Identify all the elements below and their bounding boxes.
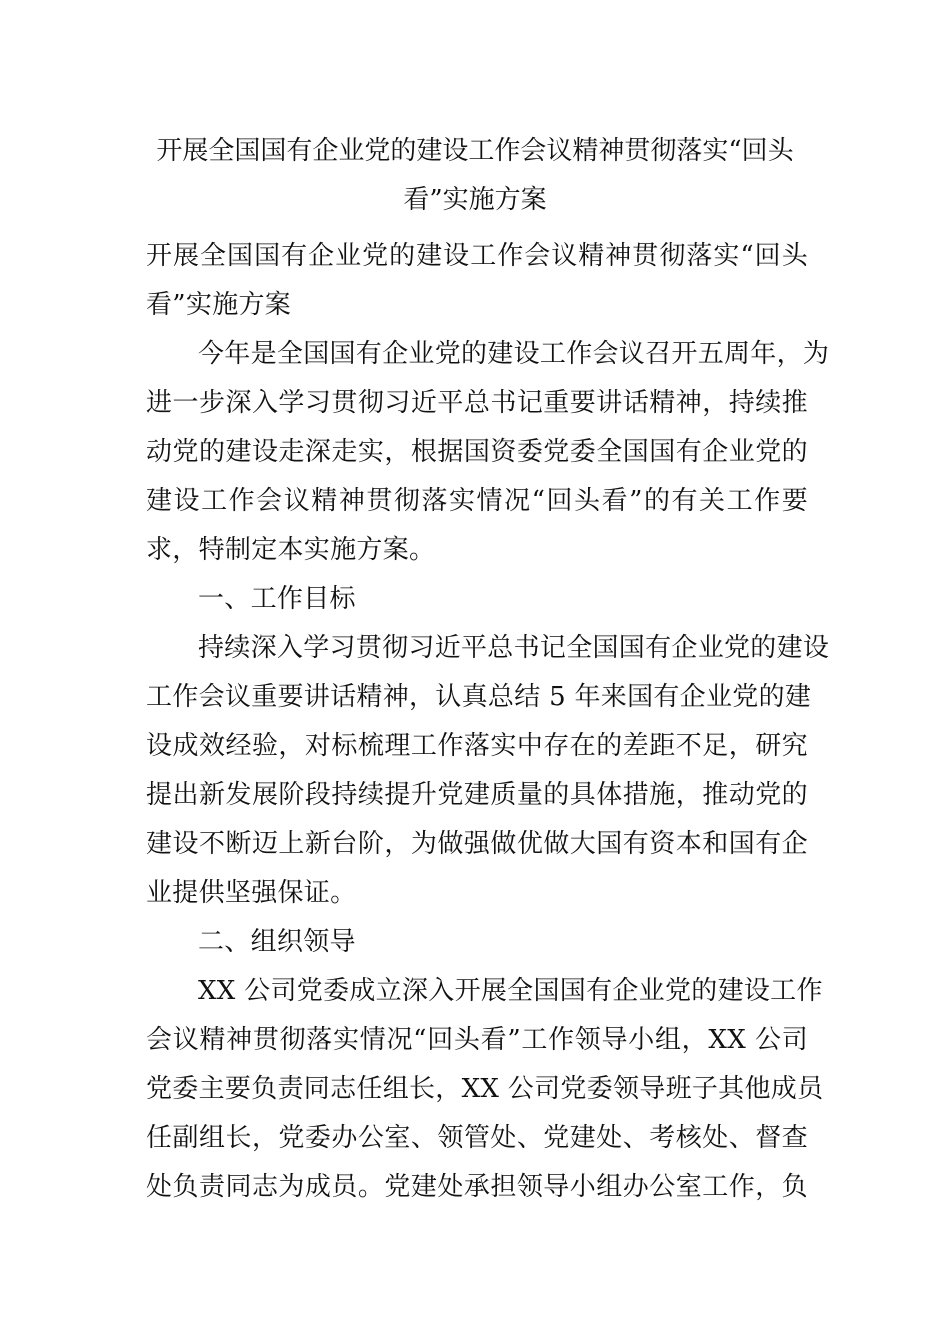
body-line: 建设工作会议精神贯彻落实情况“回头看”的有关工作要 (146, 486, 808, 516)
body-line: 看”实施方案 (146, 290, 292, 320)
body-line: 业提供坚强保证。 (146, 878, 357, 908)
body-line: 动党的建设走深走实，根据国资委党委全国国有企业党的 (146, 437, 808, 467)
body-line: 开展全国国有企业党的建设工作会议精神贯彻落实“回头 (146, 241, 808, 271)
body-line: 一、工作目标 (198, 584, 356, 614)
body-line: XX 公司党委成立深入开展全国国有企业党的建设工作 (198, 976, 823, 1006)
body-line: 建设不断迈上新台阶，为做强做优做大国有资本和国有企 (146, 829, 808, 859)
document-title-line-2: 看”实施方案 (403, 185, 547, 215)
body-line: 今年是全国国有企业党的建设工作会议召开五周年，为 (198, 339, 830, 369)
body-line: 设成效经验，对标梳理工作落实中存在的差距不足，研究 (146, 731, 808, 761)
document-title-line-1: 开展全国国有企业党的建设工作会议精神贯彻落实“回头 (156, 136, 794, 166)
body-line: 会议精神贯彻落实情况“回头看”工作领导小组，XX 公司 (146, 1025, 808, 1055)
body-line: 处负责同志为成员。党建处承担领导小组办公室工作，负 (146, 1172, 808, 1202)
body-line: 党委主要负责同志任组长，XX 公司党委领导班子其他成员 (146, 1074, 824, 1104)
document-body (146, 232, 830, 1212)
body-line: 提出新发展阶段持续提升党建质量的具体措施，推动党的 (146, 780, 808, 810)
body-line: 求，特制定本实施方案。 (146, 535, 436, 565)
body-line: 持续深入学习贯彻习近平总书记全国国有企业党的建设 (198, 633, 830, 663)
body-line: 进一步深入学习贯彻习近平总书记重要讲话精神，持续推 (146, 388, 808, 418)
body-line: 工作会议重要讲话精神，认真总结 5 年来国有企业党的建 (146, 682, 812, 712)
body-line: 任副组长，党委办公室、领管处、党建处、考核处、督查 (146, 1123, 808, 1153)
body-line: 二、组织领导 (198, 927, 356, 957)
